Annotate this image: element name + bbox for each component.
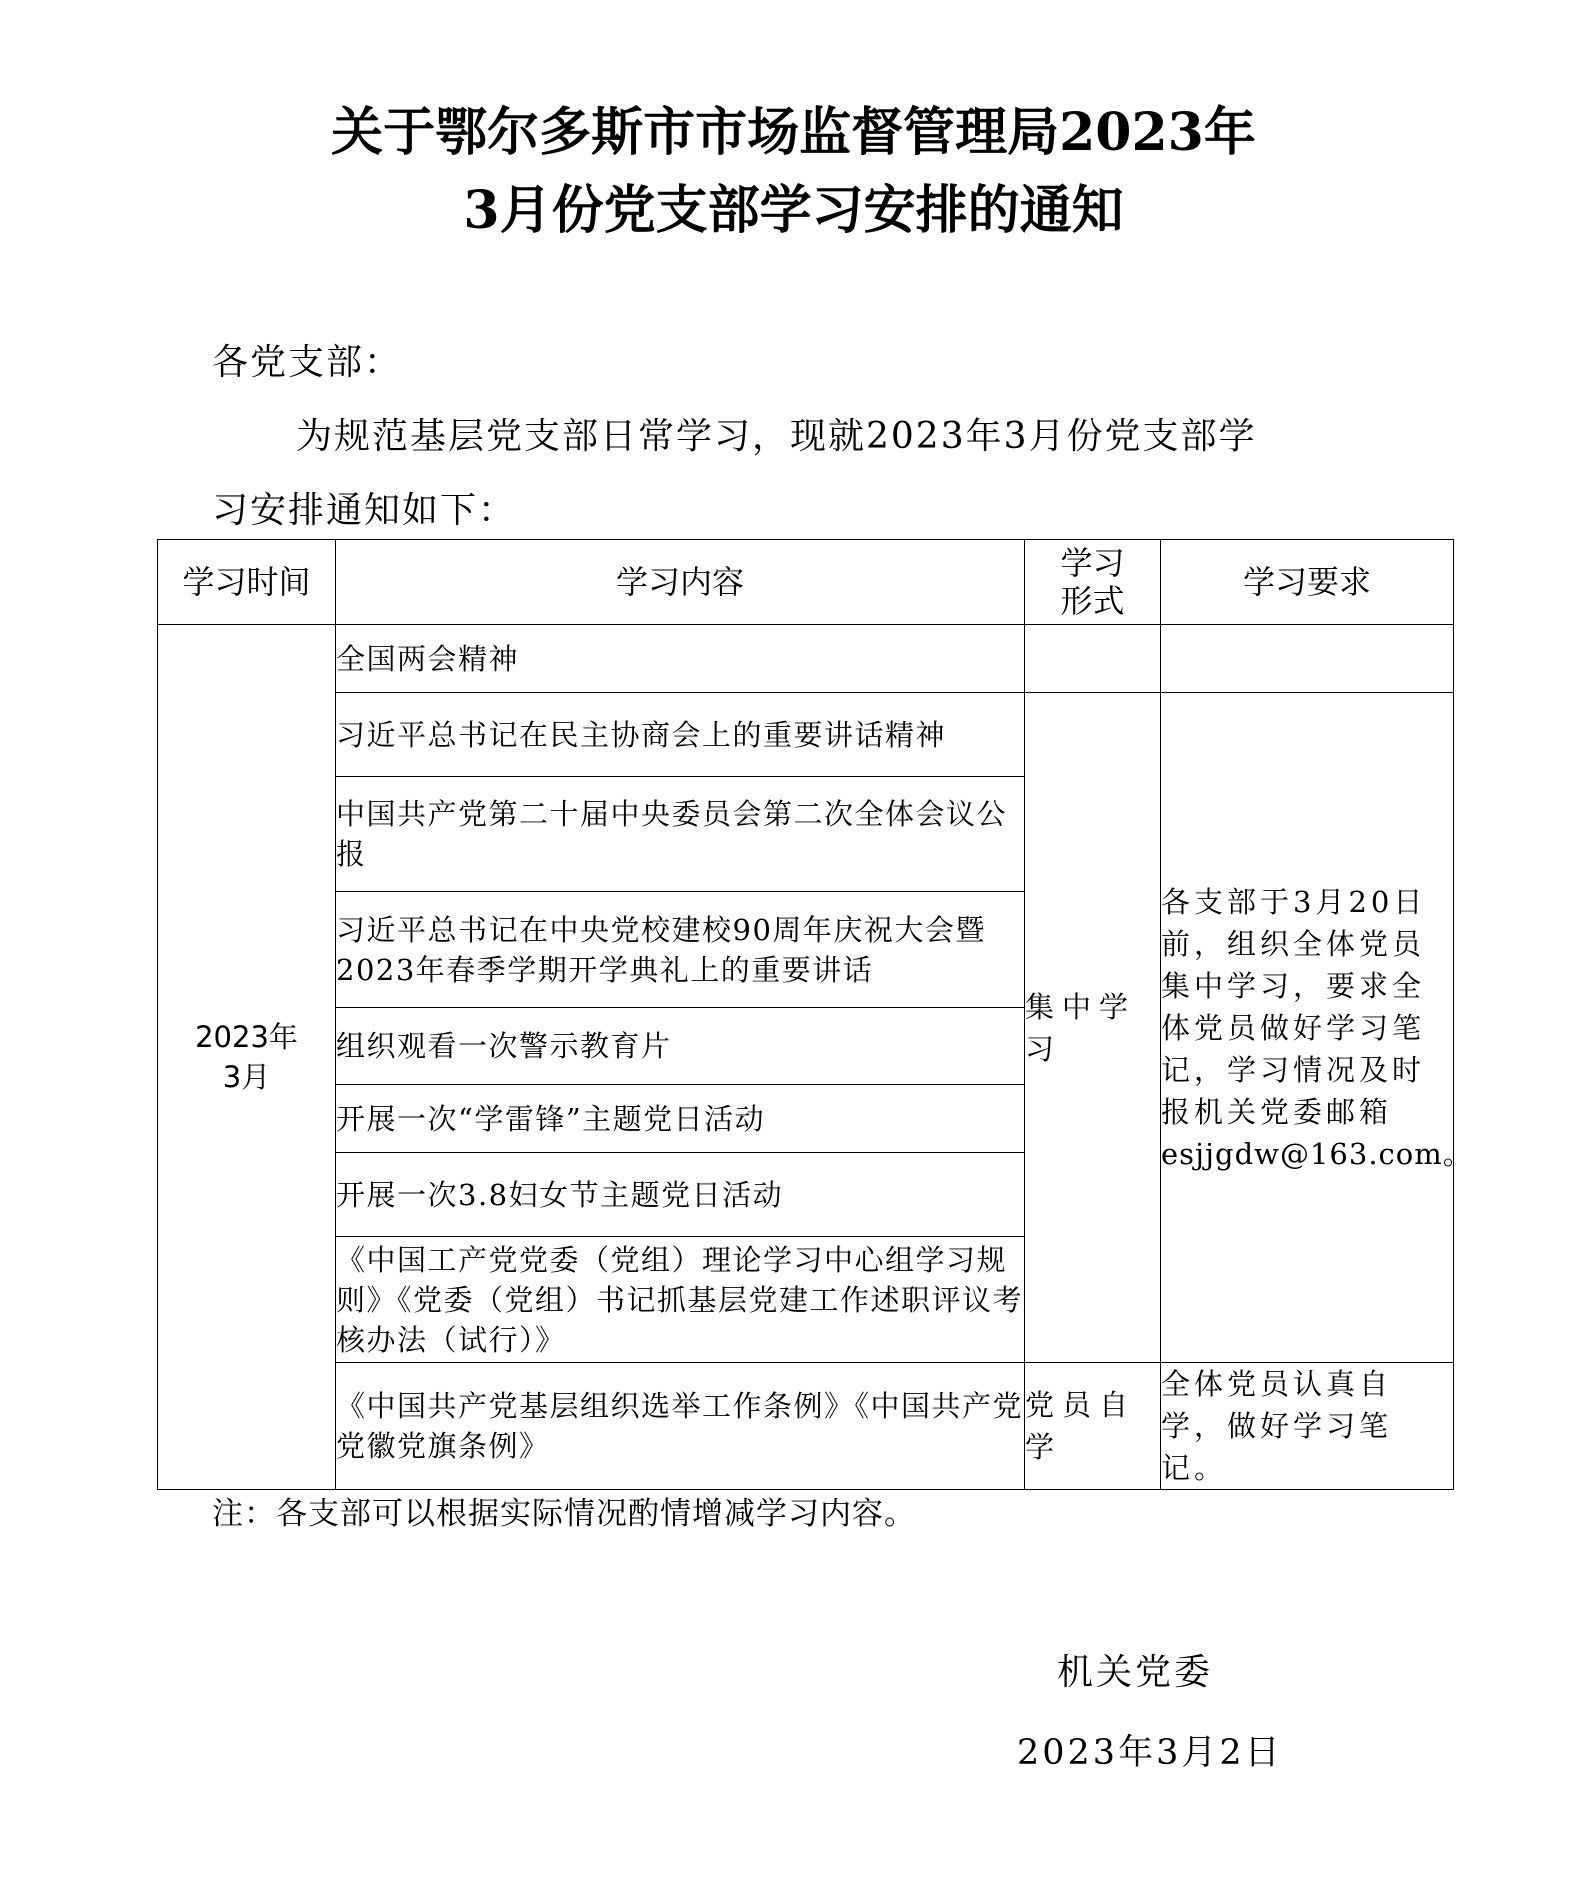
study-content-cell: 开展一次3.8妇女节主题党日活动 [336,1153,1025,1237]
table-row [158,1363,1454,1490]
study-content-cell: 开展一次“学雷锋”主题党日活动 [336,1085,1025,1153]
study-content-cell: 全国两会精神 [336,625,1025,693]
header-study-content: 学习内容 [336,540,1025,625]
study-time-line-1: 2023年 [195,1020,298,1054]
empty-requirement-cell [1161,625,1454,693]
study-content-cell: 组织观看一次警示教育片 [336,1008,1025,1085]
header-study-form-line-1: 学习 [1060,544,1125,582]
header-study-form [1025,540,1161,625]
document-title-line-1: 关于鄂尔多斯市市场监督管理局2023年 [331,102,1256,163]
table-header-row [158,540,1454,625]
requirement-line: 集中学习，要求全 [1161,968,1426,1003]
intro-paragraph-line-1: 为规范基层党支部日常学习，现就2023年3月份党支部学 [296,416,1257,457]
requirement-line: 各支部于3月20日 [1161,884,1427,919]
study-content-cell: 《中国工产党党委（党组）理论学习中心组学习规则》《党委（党组）书记抓基层党建工作述职评议考核办法（试行）》 [336,1237,1025,1363]
study-plan-table [157,539,1473,1490]
table-row [158,693,1454,777]
header-study-time: 学习时间 [158,540,336,625]
signer: 机关党委 [1057,1652,1214,1693]
requirement-line: 体党员做好学习笔 [1161,1010,1426,1045]
requirement-line: 前，组织全体党员 [1161,926,1426,961]
requirement-line: 记，学习情况及时 [1161,1052,1426,1087]
header-study-form-line-2: 形式 [1060,582,1125,620]
issue-date: 2023年3月2日 [1017,1733,1283,1773]
empty-form-cell [1025,625,1161,693]
header-study-requirement: 学习要求 [1161,540,1454,625]
study-content-cell: 《中国共产党基层组织选举工作条例》《中国共产党党徽党旗条例》 [336,1363,1025,1490]
study-content-cell: 中国共产党第二十届中央委员会第二次全体会议公报 [336,777,1025,892]
table-row [158,625,1454,693]
self-study-form-cell: 党员自学 [1025,1363,1161,1490]
requirement-line: 报机关党委邮箱 [1161,1094,1393,1129]
study-time-cell [158,625,336,1490]
self-study-requirement-cell: 全体党员认真自学，做好学习笔记。 [1161,1363,1454,1490]
study-time-line-2: 3月 [222,1060,271,1094]
group-study-requirement-cell [1161,693,1473,1363]
group-study-form-cell: 集中学习 [1025,693,1161,1363]
intro-paragraph-line-2: 习安排通知如下： [212,490,517,531]
document-title-line-2: 3月份党支部学习安排的通知 [463,180,1124,241]
requirement-email-line: esjjgdw@163.com。 [1161,1136,1473,1171]
study-content-cell: 习近平总书记在民主协商会上的重要讲话精神 [336,693,1025,777]
footnote: 注：各支部可以根据实际情况酌情增减学习内容。 [212,1496,916,1532]
salutation: 各党支部： [212,342,403,383]
study-content-cell: 习近平总书记在中央党校建校90周年庆祝大会暨2023年春季学期开学典礼上的重要讲话 [336,892,1025,1008]
